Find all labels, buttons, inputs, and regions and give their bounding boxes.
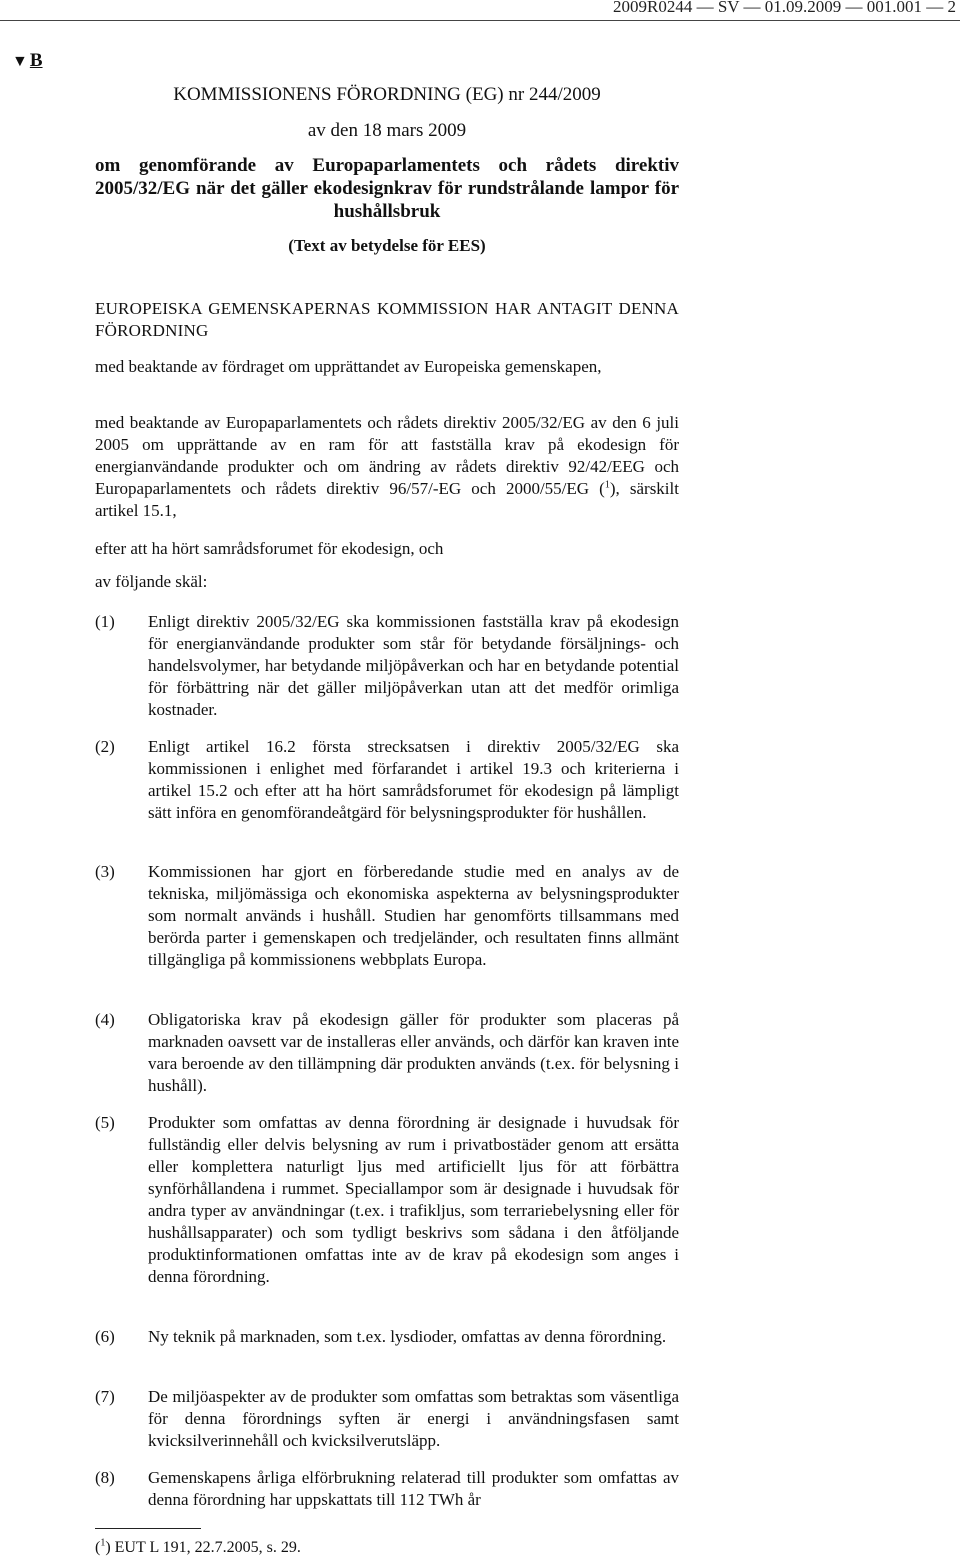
recital-number: (6): [95, 1327, 115, 1346]
header-rule: [0, 20, 960, 21]
recital-number: (1): [95, 612, 115, 631]
recital-text: Enligt artikel 16.2 första strecksatsen i direktiv 2005/32/EG ska kommissionen i enlighet med förfarandet i artikel 19.3 och kriterierna i artikel 15.2 och efter att ha hört samrådsforumet för ekodesign på lämpligt sätt införa en genomförandeåtgärd för belysningsprodukter för hushållen.: [148, 737, 679, 822]
regulation-subject: om genomförande av Europaparlamentets och rådets direktiv 2005/32/EG när det gäller ekodesignkrav för rundstrålande lampor för hushållsbruk: [95, 155, 679, 222]
recital-number: (2): [95, 737, 115, 756]
recital-number: (3): [95, 862, 115, 881]
recital-number: (4): [95, 1010, 115, 1029]
recital-number: (5): [95, 1113, 115, 1132]
regulation-title: KOMMISSIONENS FÖRORDNING (EG) nr 244/2009: [173, 84, 601, 105]
amendment-marker: [12, 50, 43, 72]
citation-treaty: med beaktande av fördraget om upprättandet av Europeiska gemenskapen,: [95, 357, 602, 376]
recital-item: [95, 1009, 679, 1097]
citation-forum: efter att ha hört samrådsforumet för ekodesign, och: [95, 539, 444, 558]
footnote-ref[interactable]: 1: [604, 479, 610, 491]
recital-item: [95, 736, 679, 824]
footnote-close: ): [105, 1539, 111, 1556]
citation-directive: [95, 412, 679, 522]
footnote-mark: 1: [100, 1537, 106, 1549]
regulation-date: av den 18 mars 2009: [307, 120, 467, 141]
running-header: [0, 0, 960, 14]
recital-text: Produkter som omfattas av denna förordning är designade i huvudsak för fullständig eller delvis belysning av rum i privatbostäder genom att ersätta eller komplettera naturligt ljus med artificiellt ljus för att förbättra synförhållandena i rummet. Speciallampor som är designade i huvudsak för andra typer av användningar (t.ex. i trafikljus, som terrariebelysning eller för hushållsapparater) och som tydligt beskrivs som sådana i den åtföljande produktinformationen omfattas inte av de krav på ekodesign som anges i denna förordning.: [148, 1113, 679, 1286]
adopting-formula: EUROPEISKA GEMENSKAPERNAS KOMMISSION HAR ANTAGIT DENNA FÖRORDNING: [95, 299, 679, 340]
ees-note: (Text av betydelse för EES): [288, 236, 486, 255]
recital-item: [95, 1326, 679, 1348]
footnote: [95, 1538, 301, 1558]
recital-item: [95, 861, 679, 971]
recital-item: [95, 611, 679, 721]
footnote-text: EUT L 191, 22.7.2005, s. 29.: [114, 1539, 301, 1556]
recital-number: (8): [95, 1468, 115, 1487]
amendment-letter: B: [29, 50, 43, 71]
recital-item: [95, 1112, 679, 1288]
citation-directive-text: med beaktande av Europaparlamentets och rådets direktiv 2005/32/EG av den 6 juli 2005 om upprättande av en ram för att fastställa krav på ekodesign för energianvändande produkter och om ändring av rådets direktiv 92/42/EEG och Europaparlamentets och rådets direktiv 96/57/-EG och 2000/55/EG (: [95, 413, 679, 498]
footnote-rule: [95, 1528, 201, 1529]
triangle-down-icon: ▼: [12, 53, 28, 70]
recital-item: [95, 1386, 679, 1452]
recitals-intro: av följande skäl:: [95, 572, 208, 591]
running-header-text: 2009R0244 — SV — 01.09.2009 — 001.001 — 2: [612, 0, 956, 16]
footnote-open: (: [95, 1539, 101, 1556]
recital-item: [95, 1467, 679, 1511]
recital-text: Ny teknik på marknaden, som t.ex. lysdioder, omfattas av denna förordning.: [148, 1327, 667, 1346]
recital-text: De miljöaspekter av de produkter som omfattas som betraktas som väsentliga för denna förordnings syften är energi i användningsfasen samt kvicksilverinnehåll och kvicksilverutsläpp.: [148, 1387, 679, 1450]
recital-text: Obligatoriska krav på ekodesign gäller för produkter som placeras på marknaden oavsett var de installeras eller används, och därför kan kraven inte vara beroende av den tillämpning där produkten används (t.ex. för belysning i hushåll).: [148, 1010, 679, 1095]
recital-text: Enligt direktiv 2005/32/EG ska kommissionen fastställa krav på ekodesign för energianvändande produkter som står för betydande försäljnings- och handelsvolymer, har betydande miljöpåverkan och har en betydande potential för förbättring när det gäller miljöpåverkan utan att det medför orimliga kostnader.: [148, 612, 679, 719]
recital-text: Kommissionen har gjort en förberedande studie med en analys av de tekniska, miljömässiga och ekonomiska aspekterna av belysningsprodukter som normalt används i hushåll. Studien har genomförts tillsammans med berörda parter i gemenskapen och tredjeländer, och resultaten finns allmänt tillgängliga på kommissionens webbplats Europa.: [148, 862, 679, 969]
recital-number: (7): [95, 1387, 115, 1406]
citation-directive-tail: ), särskilt artikel 15.1,: [95, 479, 679, 520]
recital-text: Gemenskapens årliga elförbrukning relaterad till produkter som omfattas av denna förordning har uppskattats till 112 TWh år: [148, 1468, 679, 1509]
